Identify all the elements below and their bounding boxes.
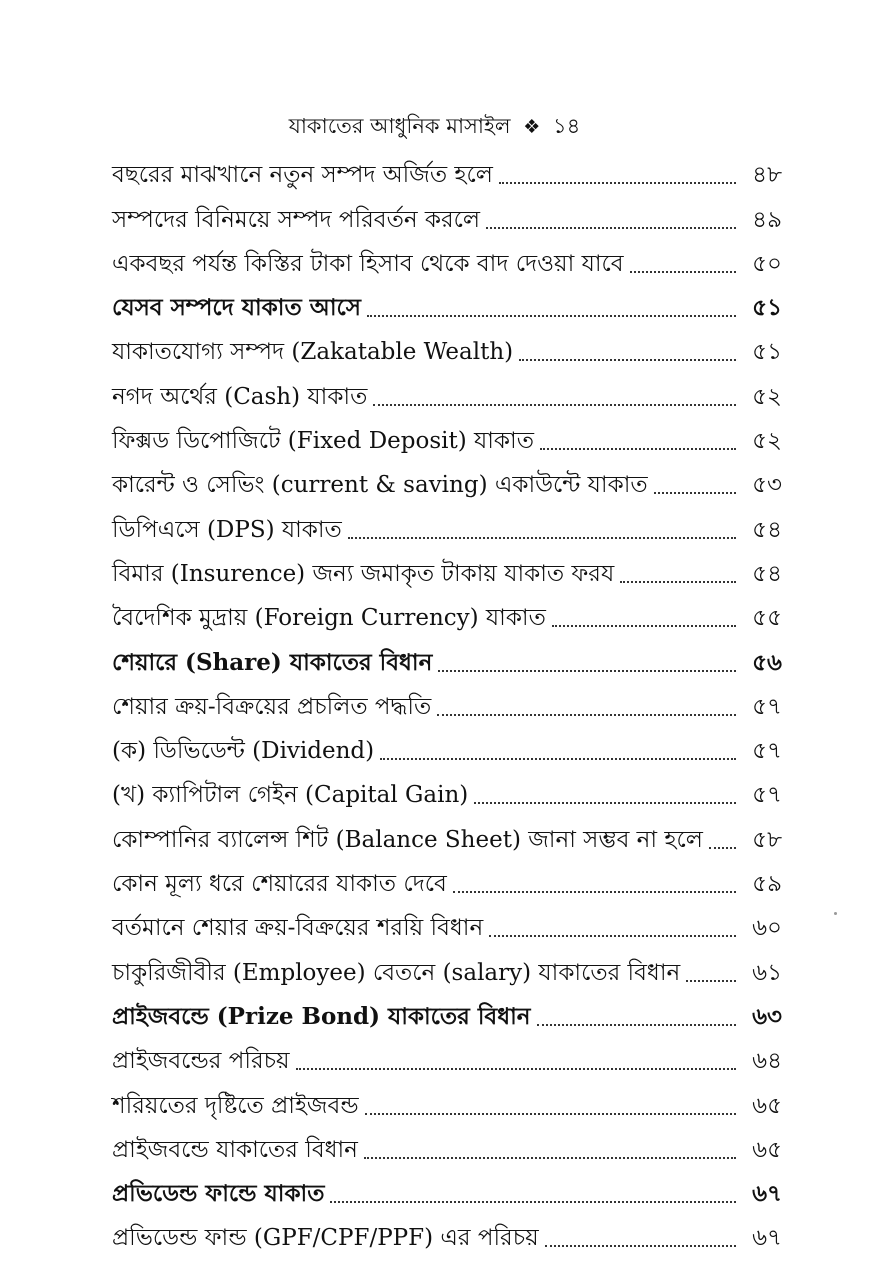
toc-entry [112, 462, 782, 506]
toc-entry-title: বিমার (Insurence) জন্য জমাকৃত টাকায় যাকাত ফরয [112, 560, 615, 587]
toc-entry-title: বছরের মাঝখানে নতুন সম্পদ অর্জিত হলে [112, 162, 493, 189]
toc-entry [112, 285, 782, 329]
toc-entry-page: ৫২ [752, 428, 782, 455]
toc-entry-page: ৬৭ [752, 1225, 782, 1252]
dot-leader [348, 537, 736, 539]
toc-entry [112, 196, 782, 240]
toc-entry-title: প্রভিডেন্ড ফান্ড (GPF/CPF/PPF) এর পরিচয় [112, 1225, 539, 1252]
toc-entry-title: শেয়ারে (Share) যাকাতের বিধান [112, 648, 433, 676]
toc-entry-title: সম্পদের বিনিময়ে সম্পদ পরিবর্তন করলে [112, 206, 480, 233]
toc-entry [112, 949, 782, 993]
dot-leader [364, 1157, 736, 1159]
toc-entry [112, 551, 782, 595]
toc-entry-page: ৫৪ [752, 516, 782, 543]
toc-entry [112, 152, 782, 196]
toc-entry [112, 684, 782, 728]
toc-entry [112, 728, 782, 772]
dot-leader [537, 1024, 736, 1026]
toc-entry-title: নগদ অর্থের (Cash) যাকাত [112, 383, 368, 410]
toc-entry-title: চাকুরিজীবীর (Employee) বেতনে (salary) যাকাতের বিধান [112, 959, 681, 986]
toc-entry-title: ডিপিএসে (DPS) যাকাত [112, 516, 342, 543]
toc-entry-page: ৫৬ [752, 648, 782, 676]
dot-leader [545, 1245, 736, 1247]
toc-entry [112, 1127, 782, 1171]
toc-entry-page: ৫৩ [752, 472, 782, 499]
toc-entry-page: ৫৫ [752, 605, 782, 632]
toc-entry-page: ৫১ [752, 294, 782, 322]
toc-entry [112, 595, 782, 639]
toc-entry [112, 506, 782, 550]
toc-entry-page: ৬৪ [752, 1048, 782, 1075]
toc-entry-title: কারেন্ট ও সেভিং (current & saving) একাউন্টে যাকাত [112, 472, 648, 499]
toc-entry-title: প্রাইজবন্ডে (Prize Bond) যাকাতের বিধান [112, 1002, 531, 1030]
toc-entry-page: ৬৩ [752, 1002, 782, 1030]
paper-speck [834, 912, 837, 915]
running-header [0, 112, 869, 141]
toc-entry-title: যেসব সম্পদে যাকাত আসে [112, 294, 361, 322]
page-number: ১৪ [553, 114, 581, 138]
ornament-icon: ❖ [523, 116, 541, 138]
dot-leader [489, 935, 736, 937]
dot-leader [709, 847, 736, 849]
dot-leader [486, 227, 736, 229]
toc-entry-page: ৬৫ [752, 1092, 782, 1119]
toc-entry-page: ৬০ [752, 915, 782, 942]
dot-leader [296, 1068, 736, 1070]
book-title: যাকাতের আধুনিক মাসাইল [288, 114, 511, 138]
dot-leader [519, 359, 736, 361]
dot-leader [330, 1201, 736, 1203]
dot-leader [686, 980, 736, 982]
dot-leader [630, 271, 736, 273]
dot-leader [540, 448, 736, 450]
toc-entry-page: ৪৮ [752, 162, 782, 189]
table-of-contents [112, 152, 782, 1259]
toc-entry-title: প্রভিডেন্ড ফান্ডে যাকাত [112, 1180, 325, 1208]
toc-entry [112, 1082, 782, 1126]
toc-entry-title: ফিক্সড ডিপোজিটে (Fixed Deposit) যাকাত [112, 428, 534, 455]
toc-entry-title: যাকাতযোগ্য সম্পদ (Zakatable Wealth) [112, 339, 514, 366]
toc-entry-title: একবছর পর্যন্ত কিস্তির টাকা হিসাব থেকে বাদ দেওয়া যাবে [112, 250, 624, 277]
toc-entry-title: বর্তমানে শেয়ার ক্রয়-বিক্রয়ের শরয়ি বিধান [112, 915, 484, 942]
toc-entry-title: বৈদেশিক মুদ্রায় (Foreign Currency) যাকাত [112, 605, 546, 632]
dot-leader [365, 1113, 736, 1115]
toc-entry-title: কোন মূল্য ধরে শেয়ারের যাকাত দেবে [112, 871, 447, 898]
toc-entry-page: ৫০ [752, 250, 782, 277]
dot-leader [474, 802, 736, 804]
dot-leader [380, 758, 736, 760]
toc-entry-page: ৫১ [752, 339, 782, 366]
toc-entry-page: ৬৫ [752, 1136, 782, 1163]
dot-leader [437, 714, 736, 716]
dot-leader [453, 891, 736, 893]
toc-entry-page: ৬১ [752, 959, 782, 986]
dot-leader [373, 404, 736, 406]
toc-entry [112, 241, 782, 285]
toc-entry [112, 418, 782, 462]
toc-entry [112, 861, 782, 905]
toc-entry [112, 772, 782, 816]
toc-entry-page: ৫৪ [752, 560, 782, 587]
toc-entry [112, 905, 782, 949]
toc-entry-page: ৫২ [752, 383, 782, 410]
toc-entry-title: (খ) ক্যাপিটাল গেইন (Capital Gain) [112, 782, 469, 809]
dot-leader [438, 670, 736, 672]
toc-entry-page: ৫৯ [752, 871, 782, 898]
dot-leader [552, 625, 736, 627]
toc-entry-title: প্রাইজবন্ডে যাকাতের বিধান [112, 1136, 358, 1163]
toc-entry-page: ৫৭ [752, 782, 782, 809]
toc-entry-title: শেয়ার ক্রয়-বিক্রয়ের প্রচলিত পদ্ধতি [112, 693, 432, 720]
toc-entry [112, 816, 782, 860]
dot-leader [499, 182, 736, 184]
toc-entry-title: (ক) ডিভিডেন্ট (Dividend) [112, 738, 375, 765]
toc-entry-title: কোম্পানির ব্যালেন্স শিট (Balance Sheet) জানা সম্ভব না হলে [112, 826, 703, 853]
dot-leader [367, 315, 736, 317]
toc-entry-page: ৫৭ [752, 693, 782, 720]
toc-entry-page: ৫৮ [752, 826, 782, 853]
toc-entry [112, 994, 782, 1038]
toc-entry [112, 1038, 782, 1082]
dot-leader [620, 581, 736, 583]
toc-entry [112, 1171, 782, 1215]
toc-entry-title: শরিয়তের দৃষ্টিতে প্রাইজবন্ড [112, 1092, 359, 1119]
dot-leader [654, 492, 736, 494]
toc-entry-page: ৫৭ [752, 738, 782, 765]
toc-entry-page: ৬৭ [752, 1180, 782, 1208]
toc-entry [112, 639, 782, 683]
toc-entry-title: প্রাইজবন্ডের পরিচয় [112, 1048, 290, 1075]
toc-entry [112, 329, 782, 373]
toc-entry [112, 1215, 782, 1259]
toc-entry-page: ৪৯ [752, 206, 782, 233]
toc-entry [112, 373, 782, 417]
